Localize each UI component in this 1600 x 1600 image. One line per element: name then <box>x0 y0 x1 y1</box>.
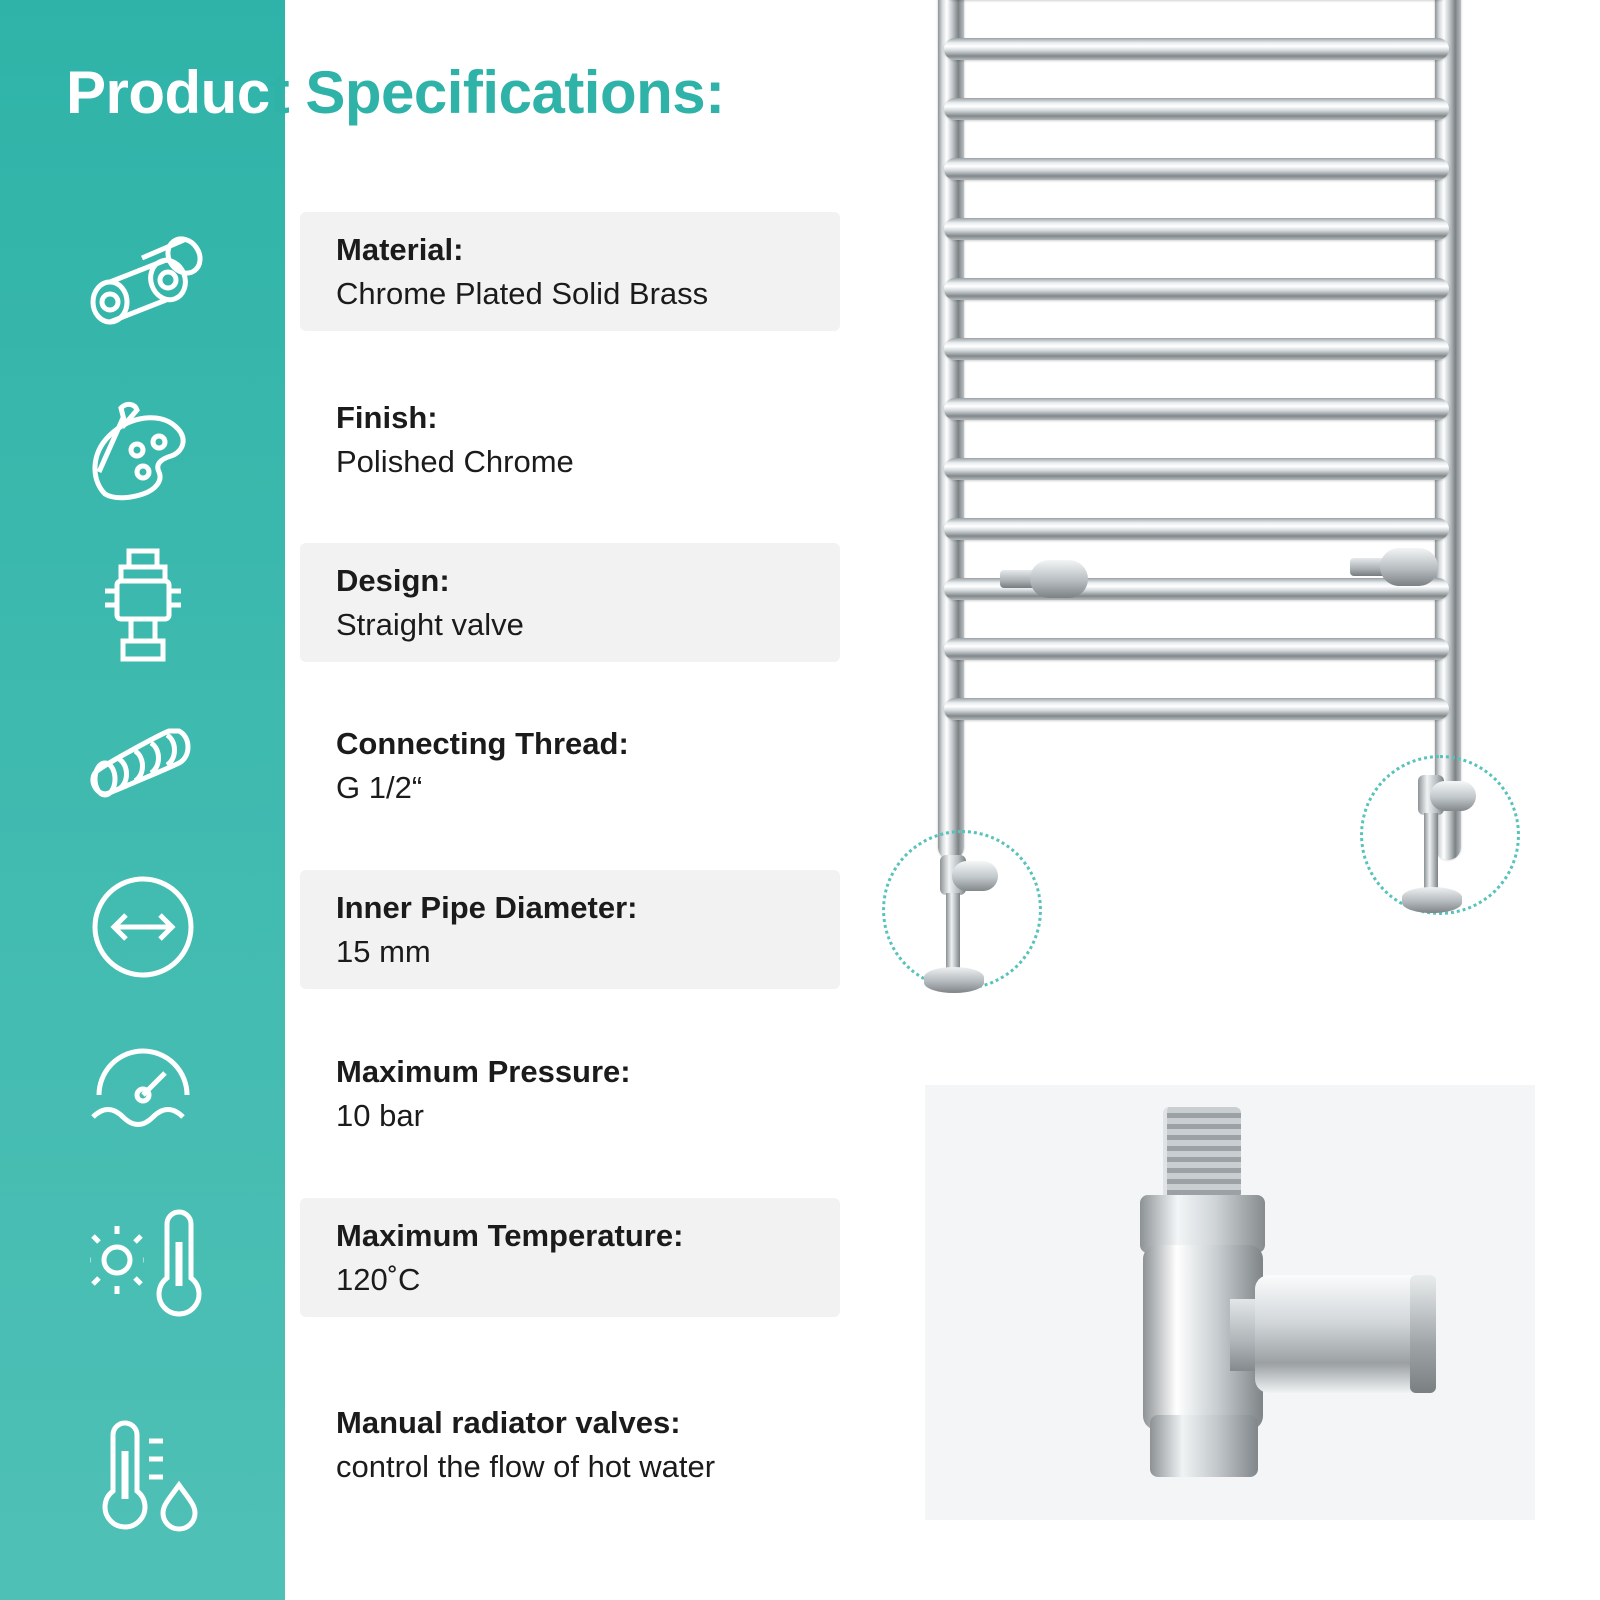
chrome-towel-radiator-photo <box>860 0 1600 1050</box>
thermometer-sun-icon <box>0 1182 285 1342</box>
spec-row-maximum-temperature <box>300 1198 840 1317</box>
diameter-arrow-icon <box>0 852 285 1002</box>
radiator-rung <box>944 638 1449 660</box>
radiator-frame <box>930 0 1475 860</box>
radiator-post-left <box>938 0 964 860</box>
spec-row-maximum-pressure <box>300 1034 840 1153</box>
radiator-post-right <box>1435 0 1461 860</box>
radiator-rung <box>944 98 1449 120</box>
radiator-rung <box>944 218 1449 240</box>
radiator-valve-upper-left <box>1000 560 1088 600</box>
straight-radiator-valve-photo <box>925 1085 1535 1520</box>
radiator-rung <box>944 518 1449 540</box>
spec-label: Finish: <box>336 400 438 435</box>
page-title-part-2: t Specifications: <box>269 59 725 126</box>
radiator-rung <box>944 278 1449 300</box>
radiator-rung <box>944 338 1449 360</box>
radiator-rung <box>944 398 1449 420</box>
pipes-icon <box>0 200 285 360</box>
page-title <box>66 58 725 127</box>
radiator-rung <box>944 458 1449 480</box>
spec-row-inner-pipe-diameter <box>300 870 840 989</box>
valve-knob <box>1255 1275 1435 1393</box>
valve-knob-end <box>1410 1275 1436 1393</box>
thread-icon <box>0 690 285 840</box>
spec-row-design <box>300 543 840 662</box>
spec-value: 120˚C <box>336 1261 421 1297</box>
icon-sidebar <box>0 0 285 1600</box>
spec-value: G 1/2“ <box>336 769 423 805</box>
valve-icon <box>0 530 285 680</box>
thermometer-water-icon <box>0 1390 285 1560</box>
paint-palette-icon <box>0 378 285 528</box>
spec-label: Maximum Pressure: <box>336 1054 631 1089</box>
spec-label: Manual radiator valves: <box>336 1405 681 1440</box>
radiator-valve-upper-right <box>1350 548 1438 588</box>
spec-label: Material: <box>336 232 464 267</box>
radiator-rung <box>944 38 1449 60</box>
radiator-rung <box>944 158 1449 180</box>
floor-valve-right <box>1396 775 1466 925</box>
valve-lower-nut <box>1150 1415 1258 1477</box>
valve-threaded-tail <box>1163 1107 1241 1199</box>
pressure-gauge-icon <box>0 1010 285 1160</box>
spec-value: control the flow of hot water <box>336 1448 716 1484</box>
page-title-part-1: Produc <box>66 59 270 126</box>
spec-label: Inner Pipe Diameter: <box>336 890 638 925</box>
spec-value: 10 bar <box>336 1097 424 1133</box>
spec-row-connecting-thread <box>300 706 840 825</box>
spec-row-finish <box>300 380 840 499</box>
radiator-rung <box>944 698 1449 720</box>
spec-value: 15 mm <box>336 933 431 969</box>
spec-label: Connecting Thread: <box>336 726 629 761</box>
spec-label: Maximum Temperature: <box>336 1218 684 1253</box>
floor-valve-left <box>918 855 988 1005</box>
spec-row-manual-radiator-valves <box>300 1385 880 1504</box>
spec-value: Polished Chrome <box>336 443 574 479</box>
spec-value: Chrome Plated Solid Brass <box>336 275 709 311</box>
spec-value: Straight valve <box>336 606 524 642</box>
spec-row-material <box>300 212 840 331</box>
spec-label: Design: <box>336 563 450 598</box>
